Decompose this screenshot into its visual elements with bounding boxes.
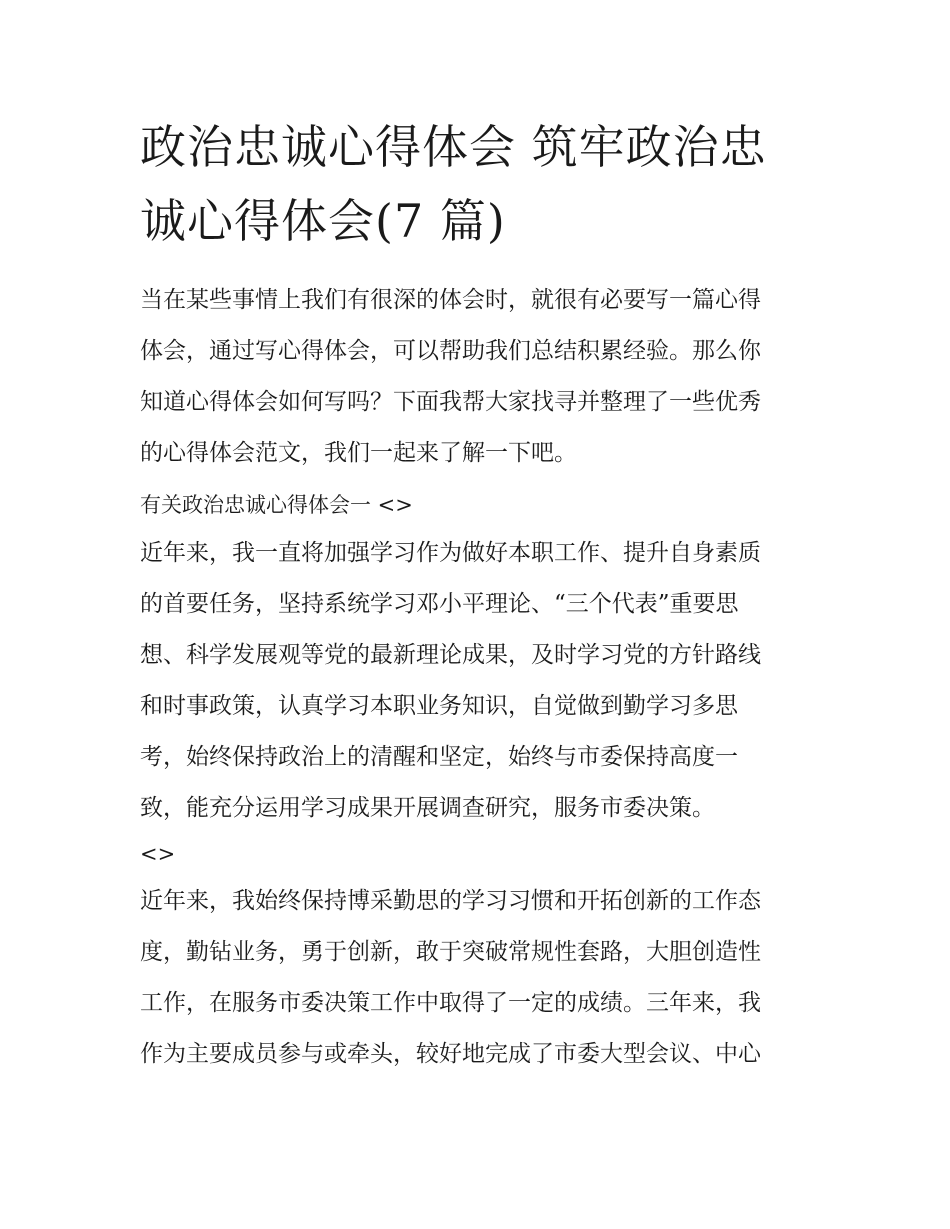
paragraph-1-line: 和时事政策，认真学习本职业务知识，自觉做到勤学习多思 — [140, 693, 738, 719]
paragraph-2-line: 作为主要成员参与或牵头，较好地完成了市委大型会议、中心 — [140, 1041, 761, 1067]
intro-line: 知道心得体会如何写吗？下面我帮大家找寻并整理了一些优秀 — [140, 389, 761, 415]
title-line-2: 诚心得体会(7 篇) — [140, 194, 506, 248]
paragraph-1-line: 考，始终保持政治上的清醒和坚定，始终与市委保持高度一 — [140, 744, 738, 770]
intro-line: 的心得体会范文，我们一起来了解一下吧。 — [140, 440, 577, 466]
paragraph-2-line: 度，勤钻业务，勇于创新，敢于突破常规性套路，大胆创造性 — [140, 939, 761, 965]
title-line-1: 政治忠诚心得体会 筑牢政治忠 — [140, 120, 767, 174]
paragraph-1-line: 的首要任务，坚持系统学习邓小平理论、“三个代表”重要思 — [140, 591, 739, 617]
separator-marker: <> — [140, 842, 176, 866]
intro-line: 体会，通过写心得体会，可以帮助我们总结积累经验。那么你 — [140, 338, 761, 364]
paragraph-1-line: 近年来，我一直将加强学习作为做好本职工作、提升自身素质 — [140, 540, 761, 566]
document-title — [140, 110, 820, 258]
section-heading: 有关政治忠诚心得体会一 <> — [140, 493, 413, 517]
intro-line: 当在某些事情上我们有很深的体会时，就很有必要写一篇心得 — [140, 287, 761, 313]
paragraph-2-line: 近年来，我始终保持博采勤思的学习习惯和开拓创新的工作态 — [140, 888, 761, 914]
paragraph-2-line: 工作，在服务市委决策工作中取得了一定的成绩。三年来，我 — [140, 990, 761, 1016]
paragraph-1-line: 致，能充分运用学习成果开展调查研究，服务市委决策。 — [140, 795, 715, 821]
paragraph-1-line: 想、科学发展观等党的最新理论成果，及时学习党的方针路线 — [140, 642, 761, 668]
